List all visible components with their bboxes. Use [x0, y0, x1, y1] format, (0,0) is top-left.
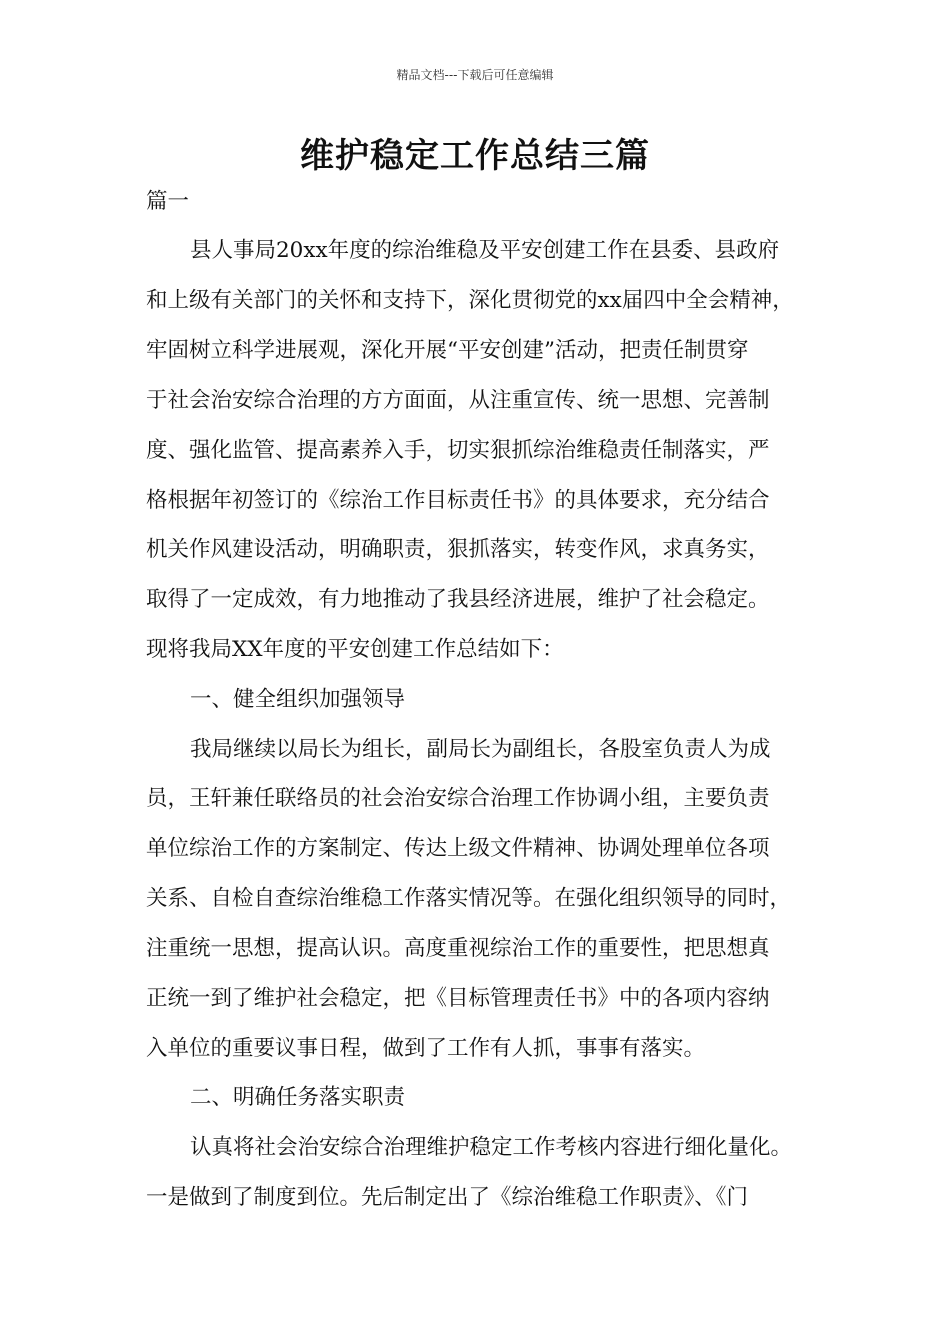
paragraph-line: 于社会治安综合治理的方方面面，从注重宣传、统一思想、完善制 — [146, 388, 770, 413]
paragraph-line: 度、强化监管、提高素养入手，切实狠抓综治维稳责任制落实，严 — [146, 438, 770, 463]
section-heading: 二、明确任务落实职责 — [190, 1085, 406, 1110]
document-title: 维护稳定工作总结三篇 — [300, 136, 650, 176]
paragraph-line: 正统一到了维护社会稳定，把《目标管理责任书》中的各项内容纳 — [146, 986, 770, 1011]
paragraph-line: 入单位的重要议事日程，做到了工作有人抓，事事有落实。 — [146, 1036, 706, 1061]
paragraph-line: 员，王轩兼任联络员的社会治安综合治理工作协调小组，主要负责 — [146, 786, 770, 811]
paragraph-line: 格根据年初签订的《综治工作目标责任书》的具体要求，充分结合 — [146, 488, 770, 513]
paragraph-line: 单位综治工作的方案制定、传达上级文件精神、协调处理单位各项 — [146, 836, 770, 861]
paragraph-line: 和上级有关部门的关怀和支持下，深化贯彻党的xx届四中全会精神， — [146, 288, 794, 313]
paragraph-line: 我局继续以局长为组长，副局长为副组长，各股室负责人为成 — [190, 737, 771, 762]
paragraph-line: 机关作风建设活动，明确职责，狠抓落实，转变作风，求真务实， — [146, 537, 770, 562]
section-heading: 一、健全组织加强领导 — [190, 687, 406, 712]
paragraph-line: 注重统一思想，提高认识。高度重视综治工作的重要性，把思想真 — [146, 936, 770, 961]
section-label: 篇一 — [146, 189, 190, 214]
paragraph-line: 现将我局XX年度的平安创建工作总结如下： — [146, 637, 564, 662]
paragraph-line: 关系、自检自查综治维稳工作落实情况等。在强化组织领导的同时， — [146, 886, 792, 911]
paragraph-line: 一是做到了制度到位。先后制定出了《综治维稳工作职责》、《门 — [146, 1185, 749, 1210]
paragraph-line: 县人事局20xx年度的综治维稳及平安创建工作在县委、县政府 — [190, 238, 780, 263]
paragraph-line: 取得了一定成效，有力地推动了我县经济进展，维护了社会稳定。 — [146, 587, 770, 612]
paragraph-line: 认真将社会治安综合治理维护稳定工作考核内容进行细化量化。 — [190, 1135, 793, 1160]
page-header: 精品文档---下载后可任意编辑 — [396, 68, 554, 82]
paragraph-line: 牢固树立科学进展观，深化开展“平安创建”活动，把责任制贯穿 — [146, 338, 749, 363]
